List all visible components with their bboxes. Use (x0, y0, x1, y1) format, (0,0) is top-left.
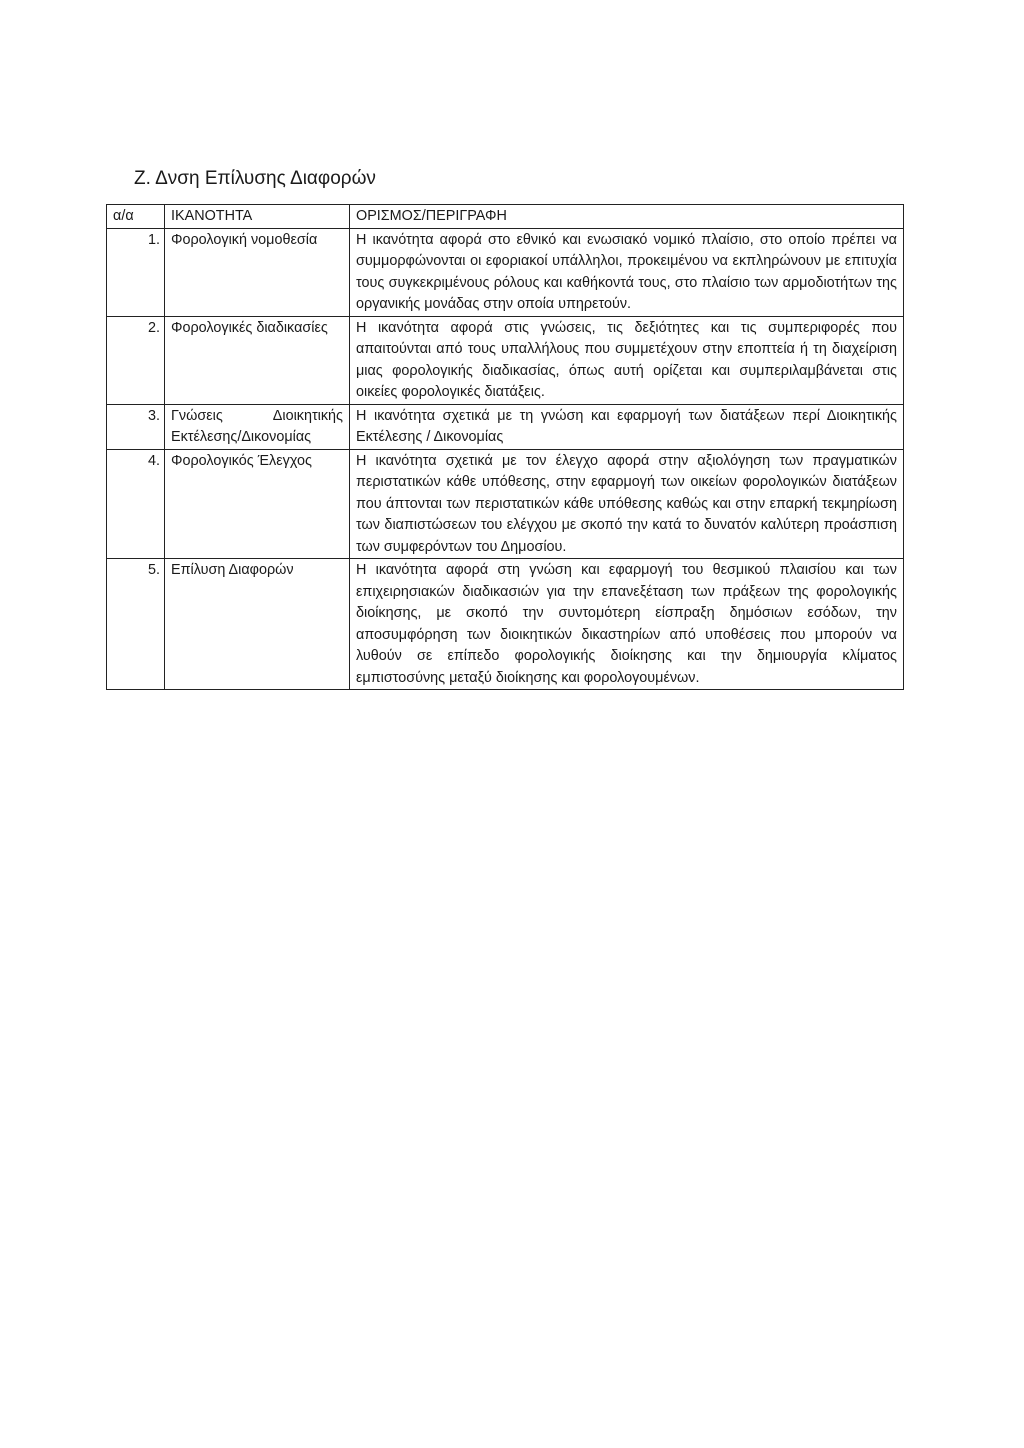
row-definition: Η ικανότητα αφορά στη γνώση και εφαρμογή του θεσμικού πλαισίου και των επιχειρησιακών διαδικασιών για την επανεξέταση των πράξεων της φορολογικής διοίκησης, με σκοπό την συντομότερη είσπραξη δημόσιων εσόδων, την αποσυμφόρηση των διοικητικών δικαστηρίων από υποθέσεις που μπορούν να λυθούν σε επίπεδο φορολογικής διοίκησης και την δημιουργία κλίματος εμπιστοσύνης μεταξύ διοίκησης και φορολογουμένων. (350, 559, 904, 690)
table-row (107, 316, 904, 404)
page-title: Ζ. Δνση Επίλυσης Διαφορών (134, 168, 376, 189)
header-number: α/α (107, 205, 165, 229)
table-row (107, 559, 904, 690)
header-competency: ΙΚΑΝΟΤΗΤΑ (165, 205, 350, 229)
row-competency: Φορολογικές διαδικασίες (165, 316, 350, 404)
row-number: 3. (107, 404, 165, 449)
row-number: 1. (107, 228, 165, 316)
competency-table (106, 204, 904, 690)
row-definition: Η ικανότητα σχετικά με τον έλεγχο αφορά στην αξιολόγηση των πραγματικών περιστατικών κάθε υπόθεσης, στην εφαρμογή των οικείων φορολογικών διατάξεων που άπτονται των περιστατικών κάθε υπόθεσης καθώς και στην επαρκή τεκμηρίωση των διαπιστώσεων του ελέγχου με σκοπό την κατά το δυνατόν καλύτερη προάσπιση των συμφερόντων του Δημοσίου. (350, 449, 904, 559)
row-competency: Επίλυση Διαφορών (165, 559, 350, 690)
row-competency: Φορολογικός Έλεγχος (165, 449, 350, 559)
table-row (107, 228, 904, 316)
row-number: 5. (107, 559, 165, 690)
row-definition: Η ικανότητα αφορά στις γνώσεις, τις δεξιότητες και τις συμπεριφορές που απαιτούνται από τους υπαλλήλους που συμμετέχουν στην εποπτεία ή τη διαχείριση μιας φορολογικής διαδικασίας, όπως αυτή ορίζεται και συμπεριλαμβάνεται στις οικείες φορολογικές διατάξεις. (350, 316, 904, 404)
row-competency: Γνώσεις Διοικητικής Εκτέλεσης/Δικονομίας (165, 404, 350, 449)
row-definition: Η ικανότητα αφορά στο εθνικό και ενωσιακό νομικό πλαίσιο, στο οποίο πρέπει να συμμορφώνονται οι εφοριακοί υπάλληλοι, προκειμένου να εκπληρώνουν με επιτυχία τους συγκεκριμένους ρόλους και καθήκοντά τους, στο πλαίσιο των αρμοδιοτήτων της οργανικής μονάδας στην οποία υπηρετούν. (350, 228, 904, 316)
row-number: 2. (107, 316, 165, 404)
row-number: 4. (107, 449, 165, 559)
row-definition: Η ικανότητα σχετικά με τη γνώση και εφαρμογή των διατάξεων περί Διοικητικής Εκτέλεσης / Δικονομίας (350, 404, 904, 449)
row-competency: Φορολογική νομοθεσία (165, 228, 350, 316)
table-header-row (107, 205, 904, 229)
table-row (107, 449, 904, 559)
table-row (107, 404, 904, 449)
header-definition: ΟΡΙΣΜΟΣ/ΠΕΡΙΓΡΑΦΗ (350, 205, 904, 229)
